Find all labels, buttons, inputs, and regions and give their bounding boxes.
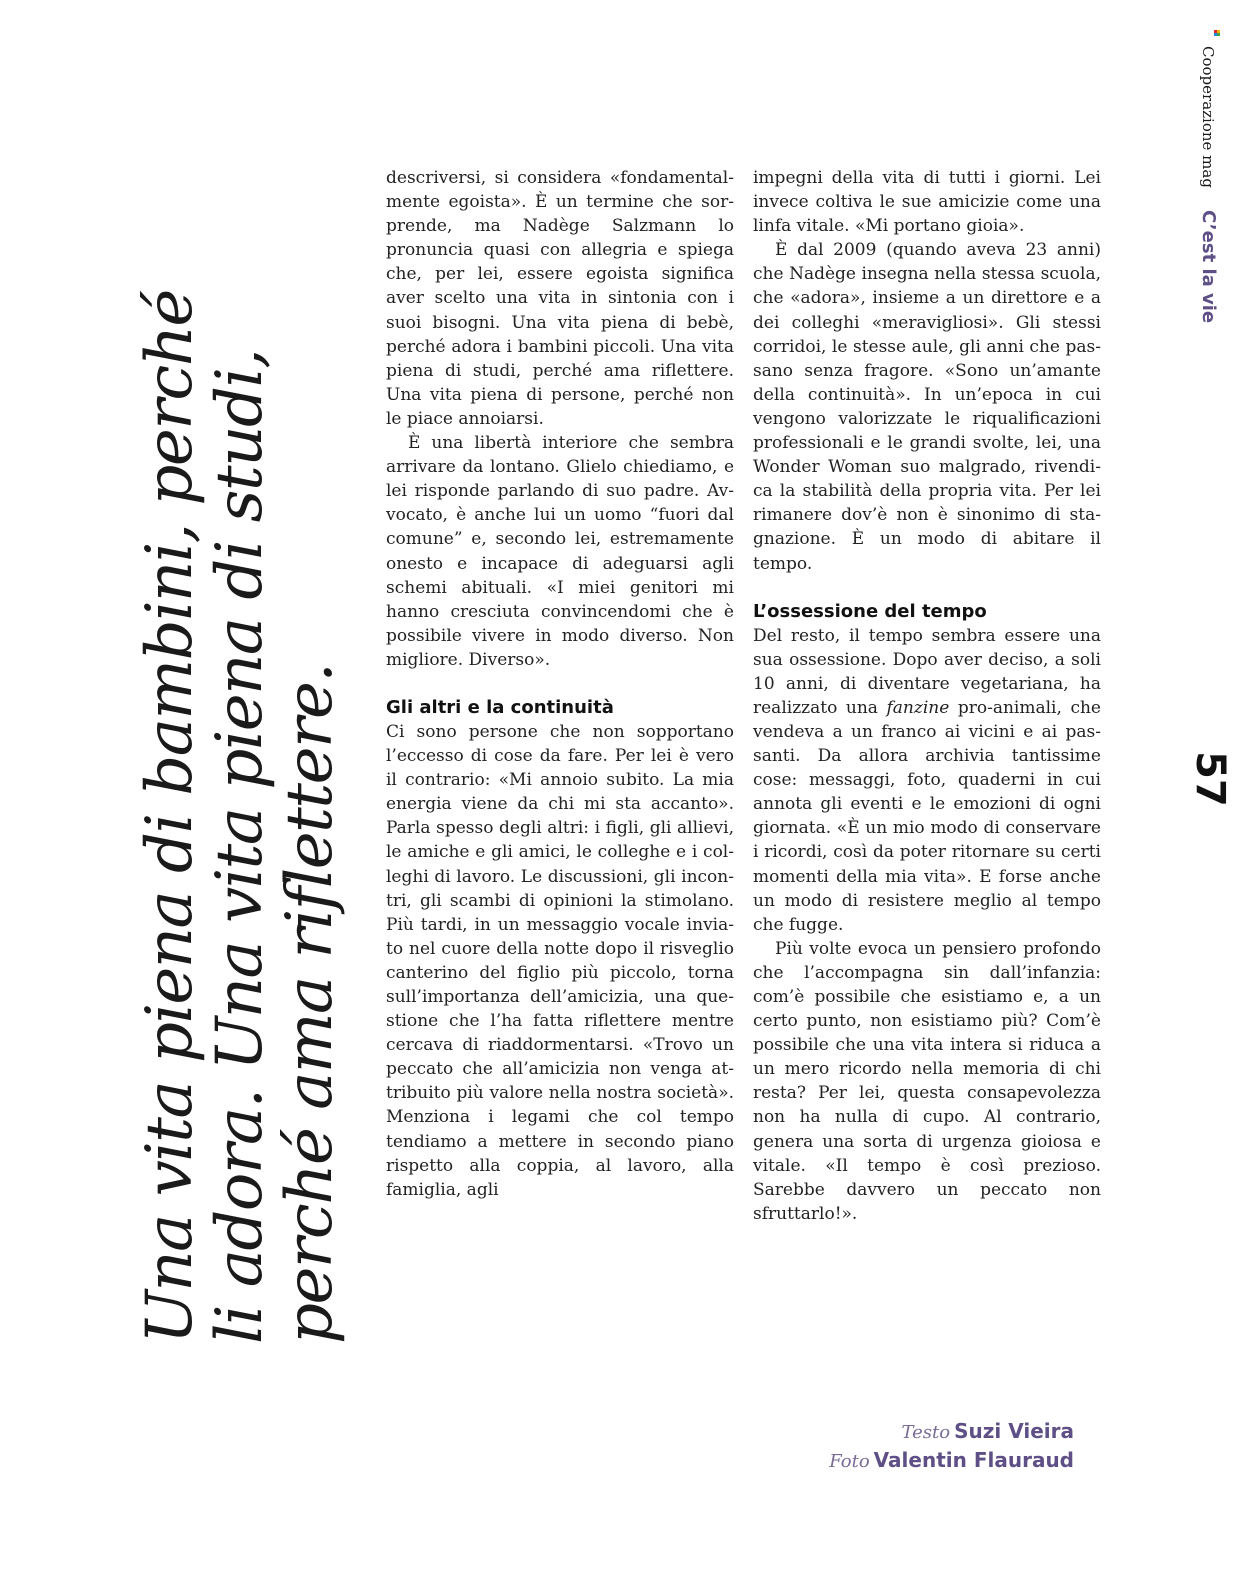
photo-credit — [829, 1447, 1074, 1476]
running-header — [1168, 36, 1238, 336]
paragraph-text: Del resto, il tempo sembra essere una sua ossessione. Dopo aver deciso, a soli 10 anni, di diventare vegetariana, ha realizzato una — [753, 625, 1101, 718]
page-number — [1180, 744, 1240, 814]
pull-quote — [135, 262, 345, 1344]
paragraph — [753, 624, 1101, 937]
credit-role: Foto — [829, 1451, 870, 1472]
credit-author: Suzi Vieira — [954, 1419, 1074, 1443]
pull-quote-line: li adora. Una vita piena di studi, — [203, 349, 277, 1344]
text-credit — [829, 1418, 1074, 1447]
article-column-right — [753, 166, 1101, 1226]
paragraph-text: pro-animali, che vendeva a un franco ai vicini e ai passanti. Da allora archivia tantissime cose: messaggi, foto, quaderni in cui annota gli eventi e le emozioni di ogni giornata. «È un mio modo di conservare i ricordi, così da poter ritornare su certi momenti della mia vita». E forse anche un modo di resistere meglio al tempo che fugge. — [753, 697, 1101, 935]
paragraph: descriversi, si considera «fondamentalmente egoista». È un termine che sorprende, ma Nadège Salzmann lo pronuncia quasi con allegria e spiega che, per lei, essere egoista significa aver scelto una vita in sintonia con i suoi bisogni. Una vita piena di bebè, perché adora i bambini piccoli. Una vita piena di studi, perché ama riflettere. Una vita piena di persone, perché non le piace annoiarsi. — [386, 168, 734, 429]
paragraph: Più volte evoca un pensiero profondo che l’accompagna sin dall’infanzia: com’è possibile che esistiamo e, a un certo punto, non esistiamo più? Com’è possibile che una vita intera si riduca a un mero ricordo nella memoria di chi resta? Per lei, questa consapevolezza non ha nulla di cupo. Al contrario, genera una sorta di urgenza gioiosa e vitale. «Il tempo è così prezioso. Sarebbe davvero un peccato non sfruttarlo!». — [753, 938, 1101, 1224]
paragraph: È una libertà interiore che sembra arrivare da lontano. Glielo chiediamo, e lei risponde parlando di suo padre. Avvocato, è anche lui un uomo “fuori dal comune” e, secondo lei, estremamente onesto e incapace di adeguarsi agli schemi abituali. «I miei genitori mi hanno cresciuta convincendomi che è possibile vivere in modo diverso. Non migliore. Diverso». — [386, 433, 734, 670]
pull-quote-line: Una vita piena di bambini, perché — [133, 290, 207, 1344]
credit-author: Valentin Flauraud — [873, 1448, 1074, 1472]
paragraph: impegni della vita di tutti i giorni. Lei invece coltiva le sue amicizie come una linfa vitale. «Mi portano gioia». — [753, 168, 1101, 237]
magazine-name: Cooperazione mag — [1199, 46, 1217, 188]
article-column-left — [386, 166, 734, 1202]
credit-role: Testo — [901, 1422, 951, 1443]
credits — [829, 1418, 1074, 1476]
section-heading: Gli altri e la continuità — [386, 696, 614, 718]
running-header-text — [1198, 46, 1219, 323]
section-heading: L’ossessione del tempo — [753, 600, 987, 622]
pull-quote-container — [130, 262, 350, 1344]
page-number-text: 57 — [1187, 751, 1233, 807]
paragraph: È dal 2009 (quando aveva 23 anni) che Nadège insegna nella stessa scuola, che «adora», insieme a un direttore e a dei colleghi «meravigliosi». Gli stessi corridoi, le stesse aule, gli anni che passano senza fragore. «Sono un’amante della continuità». In un’epoca in cui vengono valorizzate le riqualificazioni professionali e le grandi svolte, lei, una Wonder Woman suo malgrado, rivendica la stabilità della propria vita. Per lei rimanere dov’è non è sinonimo di stagnazione. È un modo di abitare il tempo. — [753, 240, 1101, 574]
pull-quote-line: perché ama riflettere. — [273, 663, 347, 1344]
paragraph: Ci sono persone che non sopportano l’eccesso di cose da fare. Per lei è vero il contrario: «Mi annoio subito. La mia energia viene da chi mi sta accanto». Parla spesso degli altri: i figli, gli allievi, le amiche e gli amici, le colleghe e i colleghi di lavoro. Le discussioni, gli incontri, gli scambi di opinioni la stimolano. Più tardi, in un messaggio vocale inviato nel cuore della notte dopo il risveglio canterino del figlio più piccolo, torna sull’importanza dell’amicizia, una questione che l’ha fatta riflettere mentre cercava di riaddormentarsi. «Trovo un peccato che all’amicizia non venga attribuito più valore nella nostra società». Menziona i legami che col tempo tendiamo a mettere in secondo piano rispetto alla coppia, al lavoro, alla famiglia, agli — [386, 721, 734, 1200]
section-name: C’est la vie — [1198, 209, 1219, 324]
italic-term: fanzine — [886, 697, 950, 718]
